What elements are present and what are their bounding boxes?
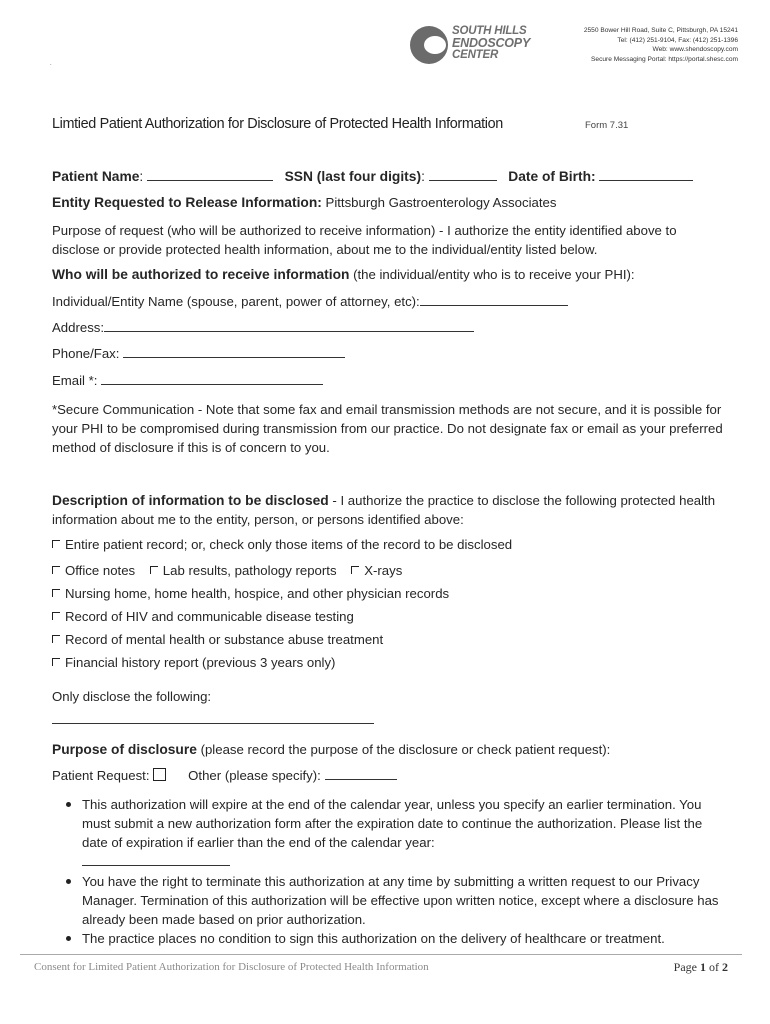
office-notes-checkbox[interactable]: [52, 566, 60, 574]
lab-results-checkbox[interactable]: [150, 566, 158, 574]
recipient-address-row: [52, 320, 474, 335]
patient-name-field[interactable]: [147, 179, 273, 181]
website-line: Web: www.shendoscopy.com: [652, 46, 738, 54]
description-section: [52, 491, 724, 529]
xrays-checkbox[interactable]: [351, 566, 359, 574]
address-line: 2550 Bower Hill Road, Suite C, Pittsburgh, PA 15241: [583, 27, 738, 34]
logo-line-1: SOUTH HILLS: [452, 25, 527, 37]
purpose-request-text: Purpose of request (who will be authorized to receive information) - I authorize the entity identified above to disclose or provide protected health information, about me to the individual/entity listed below.: [52, 223, 677, 257]
option-label: Entire patient record; or, check only those items of the record to be disclosed: [65, 537, 513, 552]
recipient-address-label: Address:: [52, 320, 105, 335]
ssn-field[interactable]: [429, 179, 497, 181]
only-disclose-field[interactable]: [52, 723, 374, 724]
dob-field[interactable]: [599, 179, 693, 181]
description-heading: Description of information to be disclosed: [52, 493, 329, 508]
option-hiv-testing[interactable]: Record of HIV and communicable disease testing: [52, 609, 354, 624]
recipient-phone-label: Phone/Fax:: [52, 346, 120, 361]
logo-line-2: ENDOSCOPY: [452, 36, 531, 50]
clinic-address: [584, 26, 738, 64]
description-text: - I authorize the practice to disclose the following protected health information about me to the entity, person, or persons identified above:: [52, 493, 716, 527]
bullet-dot-icon: [66, 802, 71, 807]
bullet-no-condition: [66, 929, 716, 949]
bullet-terminate-right: [66, 872, 719, 932]
patient-info-row: Patient Name: SSN (last four digits): Date of Birth:: [52, 169, 693, 184]
bullet-dot-icon: [66, 936, 71, 941]
hiv-testing-checkbox[interactable]: [52, 612, 60, 620]
purpose-heading: Purpose of disclosure: [52, 742, 197, 757]
option-xrays[interactable]: X-rays: [351, 563, 402, 578]
page-indicator: Page 1 of 2: [673, 960, 728, 974]
bullet-terminate-text: You have the right to terminate this authorization at any time by submitting a written request to our Privacy Manager. Termination of this authorization will be effective upon written notice, except where a disclosure has already been made based on prior authorization.: [82, 874, 719, 927]
recipient-email-row: [52, 373, 323, 388]
stray-dot: .: [50, 61, 52, 67]
option-nursing-home[interactable]: Nursing home, home health, hospice, and other physician records: [52, 586, 449, 601]
secure-communication-note: *Secure Communication - Note that some fax and email transmission methods are not secure, and it is possible for your PHI to be compromised during transmission from our practice. Do not designate fax or email as your preferred method of disclosure if this is of concern to you.: [52, 402, 723, 455]
recipient-heading-note: (the individual/entity who is to receive your PHI):: [353, 267, 635, 282]
entity-row: [52, 195, 556, 210]
purpose-options-row: [52, 768, 397, 783]
recipient-email-field[interactable]: [101, 383, 323, 385]
entity-value: Pittsburgh Gastroenterology Associates: [325, 195, 557, 210]
recipient-name-field[interactable]: [420, 304, 568, 306]
logo: [408, 24, 538, 68]
patient-name-label: Patient Name: [52, 169, 140, 184]
other-label: Other (please specify):: [188, 768, 321, 783]
footer-divider: [20, 954, 742, 955]
patient-request-label: Patient Request:: [52, 768, 150, 783]
logo-text: [452, 25, 530, 61]
logo-mark-icon: [410, 26, 448, 64]
purpose-note: (please record the purpose of the disclosure or check patient request):: [200, 742, 611, 757]
option-financial-history[interactable]: Financial history report (previous 3 years only): [52, 655, 335, 670]
recipient-name-row: [52, 294, 568, 309]
expiration-date-field[interactable]: [82, 865, 230, 866]
current-page: 1: [700, 960, 706, 974]
recipient-email-label: Email *:: [52, 373, 98, 388]
recipient-heading-row: [52, 267, 635, 282]
logo-line-3: CENTER: [452, 49, 499, 61]
patient-request-checkbox[interactable]: [153, 768, 166, 781]
document-title: Limtied Patient Authorization for Disclosure of Protected Health Information: [52, 116, 503, 132]
recipient-name-label: Individual/Entity Name (spouse, parent, power of attorney, etc):: [52, 294, 420, 309]
ssn-label: SSN (last four digits): [284, 169, 422, 184]
option-office-notes[interactable]: Office notes: [52, 563, 135, 578]
bullet-expiration: [66, 795, 716, 875]
mental-health-checkbox[interactable]: [52, 635, 60, 643]
recipient-heading: Who will be authorized to receive information: [52, 267, 350, 282]
form-number: Form 7.31: [585, 120, 629, 131]
entity-label: Entity Requested to Release Information:: [52, 195, 322, 210]
total-pages: 2: [722, 960, 728, 974]
nursing-home-checkbox[interactable]: [52, 589, 60, 597]
option-row-records: [52, 563, 402, 578]
footer-title: Consent for Limited Patient Authorization for Disclosure of Protected Health Information: [34, 961, 429, 973]
portal-line: Secure Messaging Portal: https://portal.shesc.com: [591, 55, 738, 63]
dob-label: Date of Birth:: [508, 169, 596, 184]
option-mental-health[interactable]: Record of mental health or substance abuse treatment: [52, 632, 383, 647]
entire-record-checkbox[interactable]: [52, 540, 60, 548]
option-entire-record[interactable]: [52, 537, 512, 552]
bullet-dot-icon: [66, 879, 71, 884]
purpose-heading-row: [52, 742, 610, 757]
recipient-address-field[interactable]: [104, 330, 474, 332]
financial-history-checkbox[interactable]: [52, 658, 60, 666]
only-disclose-label: Only disclose the following:: [52, 689, 212, 704]
other-purpose-field[interactable]: [325, 778, 397, 780]
recipient-phone-field[interactable]: [123, 356, 345, 358]
phone-fax-line: Tel: (412) 251-9104, Fax: (412) 251-1396: [617, 36, 738, 44]
option-lab-results[interactable]: Lab results, pathology reports: [150, 563, 337, 578]
bullet-expiration-text: This authorization will expire at the end of the calendar year, unless you specify an earlier termination. You must submit a new authorization form after the expiration date to continue the authorization. Please list the date of expiration if earlier than the end of the calendar year:: [82, 797, 703, 850]
recipient-phone-row: [52, 346, 345, 361]
bullet-no-condition-text: The practice places no condition to sign this authorization on the delivery of healthcare or treatment.: [82, 931, 665, 946]
